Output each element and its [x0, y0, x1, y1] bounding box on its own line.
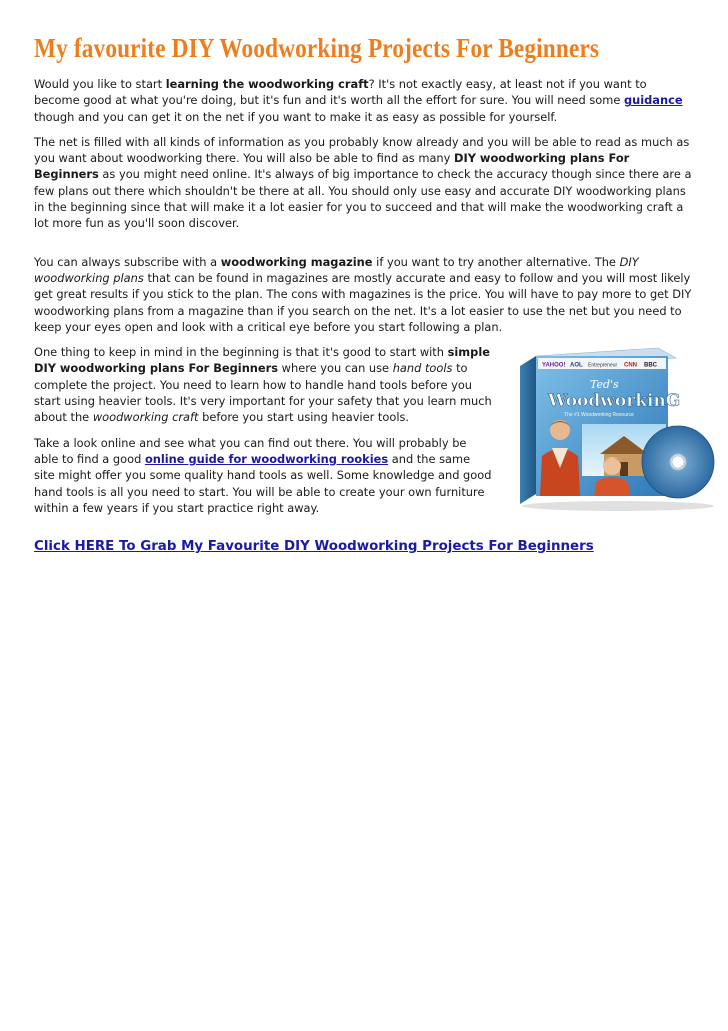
product-box-illustration — [508, 344, 728, 514]
text-span: before you start using heavier tools. — [198, 410, 410, 425]
badge-cnn: CNN — [624, 362, 637, 369]
bold-span: learning the woodworking craft — [165, 77, 369, 91]
text-span: The net is filled with all kinds of information as you probably know already and you will be able to read as much as you want about woodworking there. You will also be able to find as many — [34, 134, 690, 166]
italic-span: hand tools — [392, 361, 453, 376]
online-guide-link[interactable]: online guide for woodworking rookies — [144, 451, 389, 466]
product-tagline: The #1 Woodworking Resource — [564, 412, 634, 419]
bold-span: woodworking magazine — [220, 254, 373, 269]
paragraph-5 — [34, 435, 494, 516]
page-title: My favourite DIY Woodworking Projects For Beginners — [34, 33, 600, 63]
bold-span: simple DIY woodworking plans For Beginners — [34, 345, 490, 376]
badge-entrepreneur: Entrepreneur — [588, 362, 618, 369]
badge-bbc: BBC — [644, 362, 657, 369]
text-span: Take a look online and see what you can find out there. You will probably be able to find a good — [34, 435, 467, 466]
text-span: to complete the project. You need to learn how to handle hand tools before you start using heavier tools. It's very important for your safety that you learn much about the — [34, 361, 492, 425]
text-span: where you can use — [278, 361, 393, 376]
bold-span: DIY woodworking plans For Beginners — [34, 151, 630, 182]
badge-yahoo: YAHOO! — [542, 362, 566, 369]
cta-line — [34, 538, 694, 556]
text-span: ? It's not exactly easy, at least not if you want to become good at what you're doing, but it's fun and it's worth all the effort for sure. You will need some — [34, 77, 647, 108]
text-span: if you want to try another alternative. The — [372, 254, 620, 269]
text-span: One thing to keep in mind in the beginning is that it's good to start with — [34, 345, 448, 360]
italic-span: woodworking craft — [92, 410, 199, 425]
badge-aol: AOL — [570, 362, 583, 369]
text-span: as you might need online. It's always of big importance to check the accuracy though since there are a few plans out there which shouldn't be there at all. You should only use easy and accurate DIY woodworking plans in the beginning since that will make it a lot easier for you to succeed and that will make the woodworking craft a lot more fun as you'll soon discover. — [34, 167, 692, 231]
guidance-link[interactable]: guidance — [623, 93, 683, 108]
paragraph-2 — [34, 134, 694, 232]
paragraph-1 — [34, 76, 694, 125]
product-image[interactable] — [508, 344, 728, 494]
cta-link[interactable]: Click HERE To Grab My Favourite DIY Woodworking Projects For Beginners — [34, 539, 594, 555]
text-span: Would you like to start — [34, 77, 166, 91]
text-span: though and you can get it on the net if you want to make it as easy as possible for yourself. — [34, 109, 558, 124]
product-name: WoodworkinG — [548, 391, 681, 412]
paragraph-3 — [34, 254, 694, 335]
product-section — [34, 344, 694, 516]
text-span: You can always subscribe with a — [34, 254, 221, 269]
italic-span: DIY woodworking plans — [34, 254, 639, 285]
product-brand: Ted's — [590, 378, 619, 392]
text-span: that can be found in magazines are mostly accurate and easy to follow and you will most likely get great results if you stick to the plan. The cons with magazines is the price. You will have to pay more to get DIY woodworking plans from a magazine than if you search on the net. It's a lot easier to use the net but you need to keep your eyes open and look with a critical eye before you start following a plan. — [34, 270, 692, 334]
paragraph-4 — [34, 344, 494, 425]
text-span: and the same site might offer you some quality hand tools as well. Some knowledge and good hand tools is all you need to start. You will be able to create your own furniture within a few years if you start practice right away. — [34, 451, 492, 515]
